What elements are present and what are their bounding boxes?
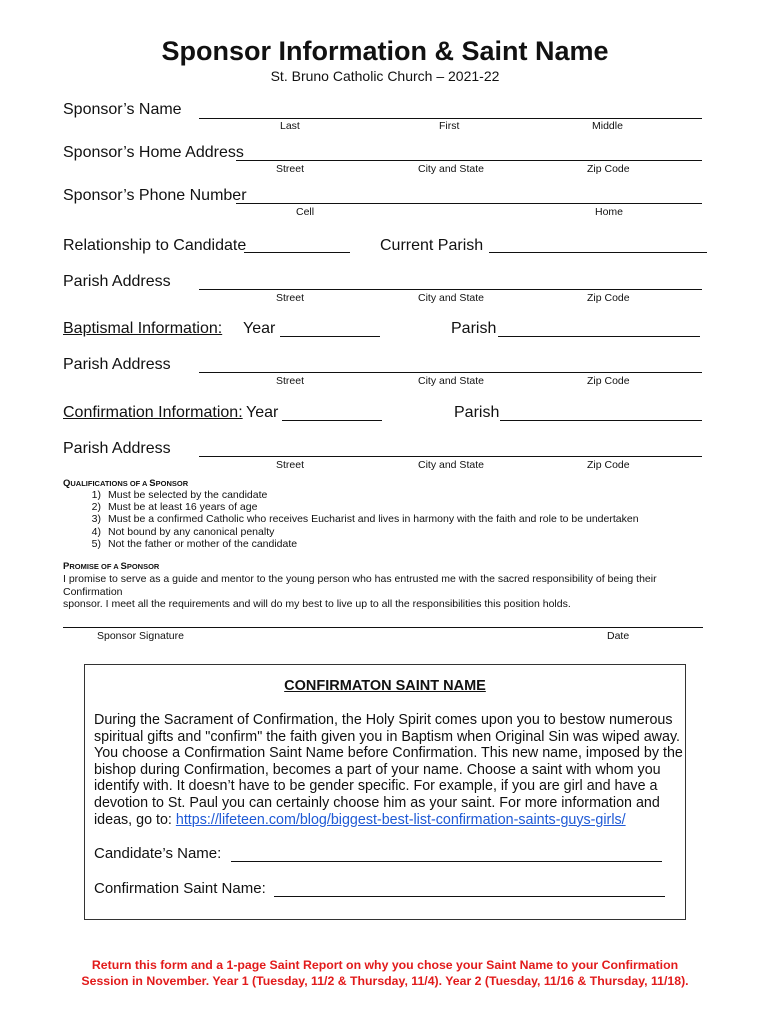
signature-line[interactable] xyxy=(63,627,703,628)
baptismal-year-label: Year xyxy=(243,320,276,337)
list-item xyxy=(55,489,695,501)
baptismal-year-field[interactable] xyxy=(280,336,380,337)
caption-home: Home xyxy=(595,206,624,218)
sponsor-name-field[interactable] xyxy=(199,118,702,119)
saint-box-paragraph xyxy=(94,712,684,828)
baptismal-parish-label: Parish xyxy=(451,320,497,337)
promise-heading-rest2: PONSOR xyxy=(126,562,160,571)
promise-heading-p: P xyxy=(63,561,70,572)
promise-heading-rest1: ROMISE OF A xyxy=(69,562,121,571)
paragraph-line: During the Sacrament of Confirmation, the Holy Spirit comes upon you to bestow numerous xyxy=(94,712,673,728)
date-caption: Date xyxy=(607,630,630,642)
list-item xyxy=(55,526,695,538)
confirmation-parish-address-label: Parish Address xyxy=(63,440,171,457)
confirmation-parish-address-field[interactable] xyxy=(199,456,702,457)
saint-name-field[interactable] xyxy=(274,896,665,897)
qualifications-heading-q: Q xyxy=(63,478,71,489)
list-item xyxy=(55,501,695,513)
confirmation-year-label: Year xyxy=(246,404,279,421)
list-item-number: 5) xyxy=(91,537,101,550)
baptismal-parish-field[interactable] xyxy=(498,336,700,337)
sponsor-address-field[interactable] xyxy=(236,160,702,161)
paragraph-line: identify with. It doesn’t have to be gender specific. For example, if you are girl and have a xyxy=(94,778,658,795)
promise-heading xyxy=(63,561,159,572)
promise-text xyxy=(63,573,713,611)
paragraph-line: bishop during Confirmation, becomes a part of your name. Choose a saint with whom you xyxy=(94,761,661,778)
saint-name-box xyxy=(84,664,686,920)
promise-line: I promise to serve as a guide and mentor to the young person who has entrusted me with the sacred responsibility of being their Confirmation xyxy=(63,573,657,598)
caption-city-state: City and State xyxy=(418,163,484,175)
paragraph-line xyxy=(94,812,684,829)
list-item-text: Not bound by any canonical penalty xyxy=(108,525,275,538)
confirmation-year-field[interactable] xyxy=(282,420,382,421)
candidate-name-label: Candidate’s Name: xyxy=(94,845,222,862)
caption-street: Street xyxy=(276,163,305,175)
caption-city-state: City and State xyxy=(418,292,484,304)
caption-zip: Zip Code xyxy=(587,459,630,471)
baptismal-parish-address-label: Parish Address xyxy=(63,356,171,373)
footer-line: Return this form and a 1-page Saint Report on why you chose your Saint Name to your Confirmation xyxy=(91,958,679,972)
caption-zip: Zip Code xyxy=(587,163,630,175)
page-subtitle: St. Bruno Catholic Church – 2021-22 xyxy=(270,68,500,84)
qualifications-heading-rest2: PONSOR xyxy=(155,479,189,488)
paragraph-line: devotion to St. Paul you can certainly choose him as your saint. For more information and xyxy=(94,794,660,811)
footer-instructions xyxy=(0,958,770,989)
paragraph-line: You choose a Confirmation Saint Name before Confirmation. This new name, imposed by the xyxy=(94,745,683,762)
caption-zip: Zip Code xyxy=(587,375,630,387)
saint-name-label: Confirmation Saint Name: xyxy=(94,880,266,897)
list-item-number: 3) xyxy=(91,513,101,526)
page-title: Sponsor Information & Saint Name xyxy=(161,36,609,66)
caption-last: Last xyxy=(280,120,300,132)
current-parish-label: Current Parish xyxy=(380,237,484,254)
sponsor-phone-field[interactable] xyxy=(236,203,702,204)
signature-caption: Sponsor Signature xyxy=(97,630,184,642)
list-item-number: 2) xyxy=(91,501,101,514)
list-item-number: 4) xyxy=(91,525,101,538)
qualifications-list xyxy=(55,489,695,550)
sponsor-phone-label: Sponsor’s Phone Number xyxy=(63,187,247,204)
caption-cell: Cell xyxy=(296,206,315,218)
promise-heading-s: S xyxy=(120,561,127,572)
relationship-label: Relationship to Candidate xyxy=(63,237,247,254)
list-item xyxy=(55,513,695,525)
caption-street: Street xyxy=(276,459,305,471)
footer-line: Session in November. Year 1 (Tuesday, 11/2 & Thursday, 11/4). Year 2 (Tuesday, 11/16 & Thursday, 11/18). xyxy=(81,973,689,988)
paragraph-line: spiritual gifts and "confirm" the faith given you in Baptism when Original Sin was wiped away. xyxy=(94,728,681,745)
caption-middle: Middle xyxy=(592,120,623,132)
qualifications-heading-rest1: UALIFICATIONS OF A xyxy=(70,479,150,488)
link-prefix: ideas, go to: xyxy=(94,811,176,828)
parish-address-label: Parish Address xyxy=(63,273,171,290)
caption-street: Street xyxy=(276,292,305,304)
parish-address-field[interactable] xyxy=(199,289,702,290)
relationship-field[interactable] xyxy=(244,252,350,253)
list-item-text: Must be selected by the candidate xyxy=(108,489,268,501)
list-item-number: 1) xyxy=(91,489,101,501)
candidate-name-field[interactable] xyxy=(231,861,662,862)
caption-zip: Zip Code xyxy=(587,292,630,304)
lifeteen-link[interactable]: https://lifeteen.com/blog/biggest-best-list-confirmation-saints-guys-girls/ xyxy=(175,811,626,828)
promise-line: sponsor. I meet all the requirements and will do my best to live up to all the responsibilities this position holds. xyxy=(63,598,571,610)
list-item-text: Not the father or mother of the candidate xyxy=(108,537,298,550)
caption-city-state: City and State xyxy=(418,375,484,387)
caption-city-state: City and State xyxy=(418,459,484,471)
current-parish-field[interactable] xyxy=(489,252,707,253)
sponsor-address-label: Sponsor’s Home Address xyxy=(63,144,244,161)
baptismal-info-label: Baptismal Information: xyxy=(63,320,223,337)
caption-first: First xyxy=(439,120,460,132)
confirmation-parish-label: Parish xyxy=(454,404,500,421)
qualifications-heading xyxy=(63,478,188,489)
list-item-text: Must be a confirmed Catholic who receives Eucharist and lives in harmony with the faith and role to be undertaken xyxy=(108,513,639,526)
qualifications-heading-s: S xyxy=(149,478,156,489)
confirmation-parish-field[interactable] xyxy=(500,420,702,421)
baptismal-parish-address-field[interactable] xyxy=(199,372,702,373)
list-item xyxy=(55,538,695,550)
confirmation-info-label: Confirmation Information: xyxy=(63,404,243,421)
caption-street: Street xyxy=(276,375,305,387)
saint-box-title: CONFIRMATON SAINT NAME xyxy=(284,678,486,694)
list-item-text: Must be at least 16 years of age xyxy=(108,501,258,514)
sponsor-name-label: Sponsor’s Name xyxy=(63,101,182,118)
